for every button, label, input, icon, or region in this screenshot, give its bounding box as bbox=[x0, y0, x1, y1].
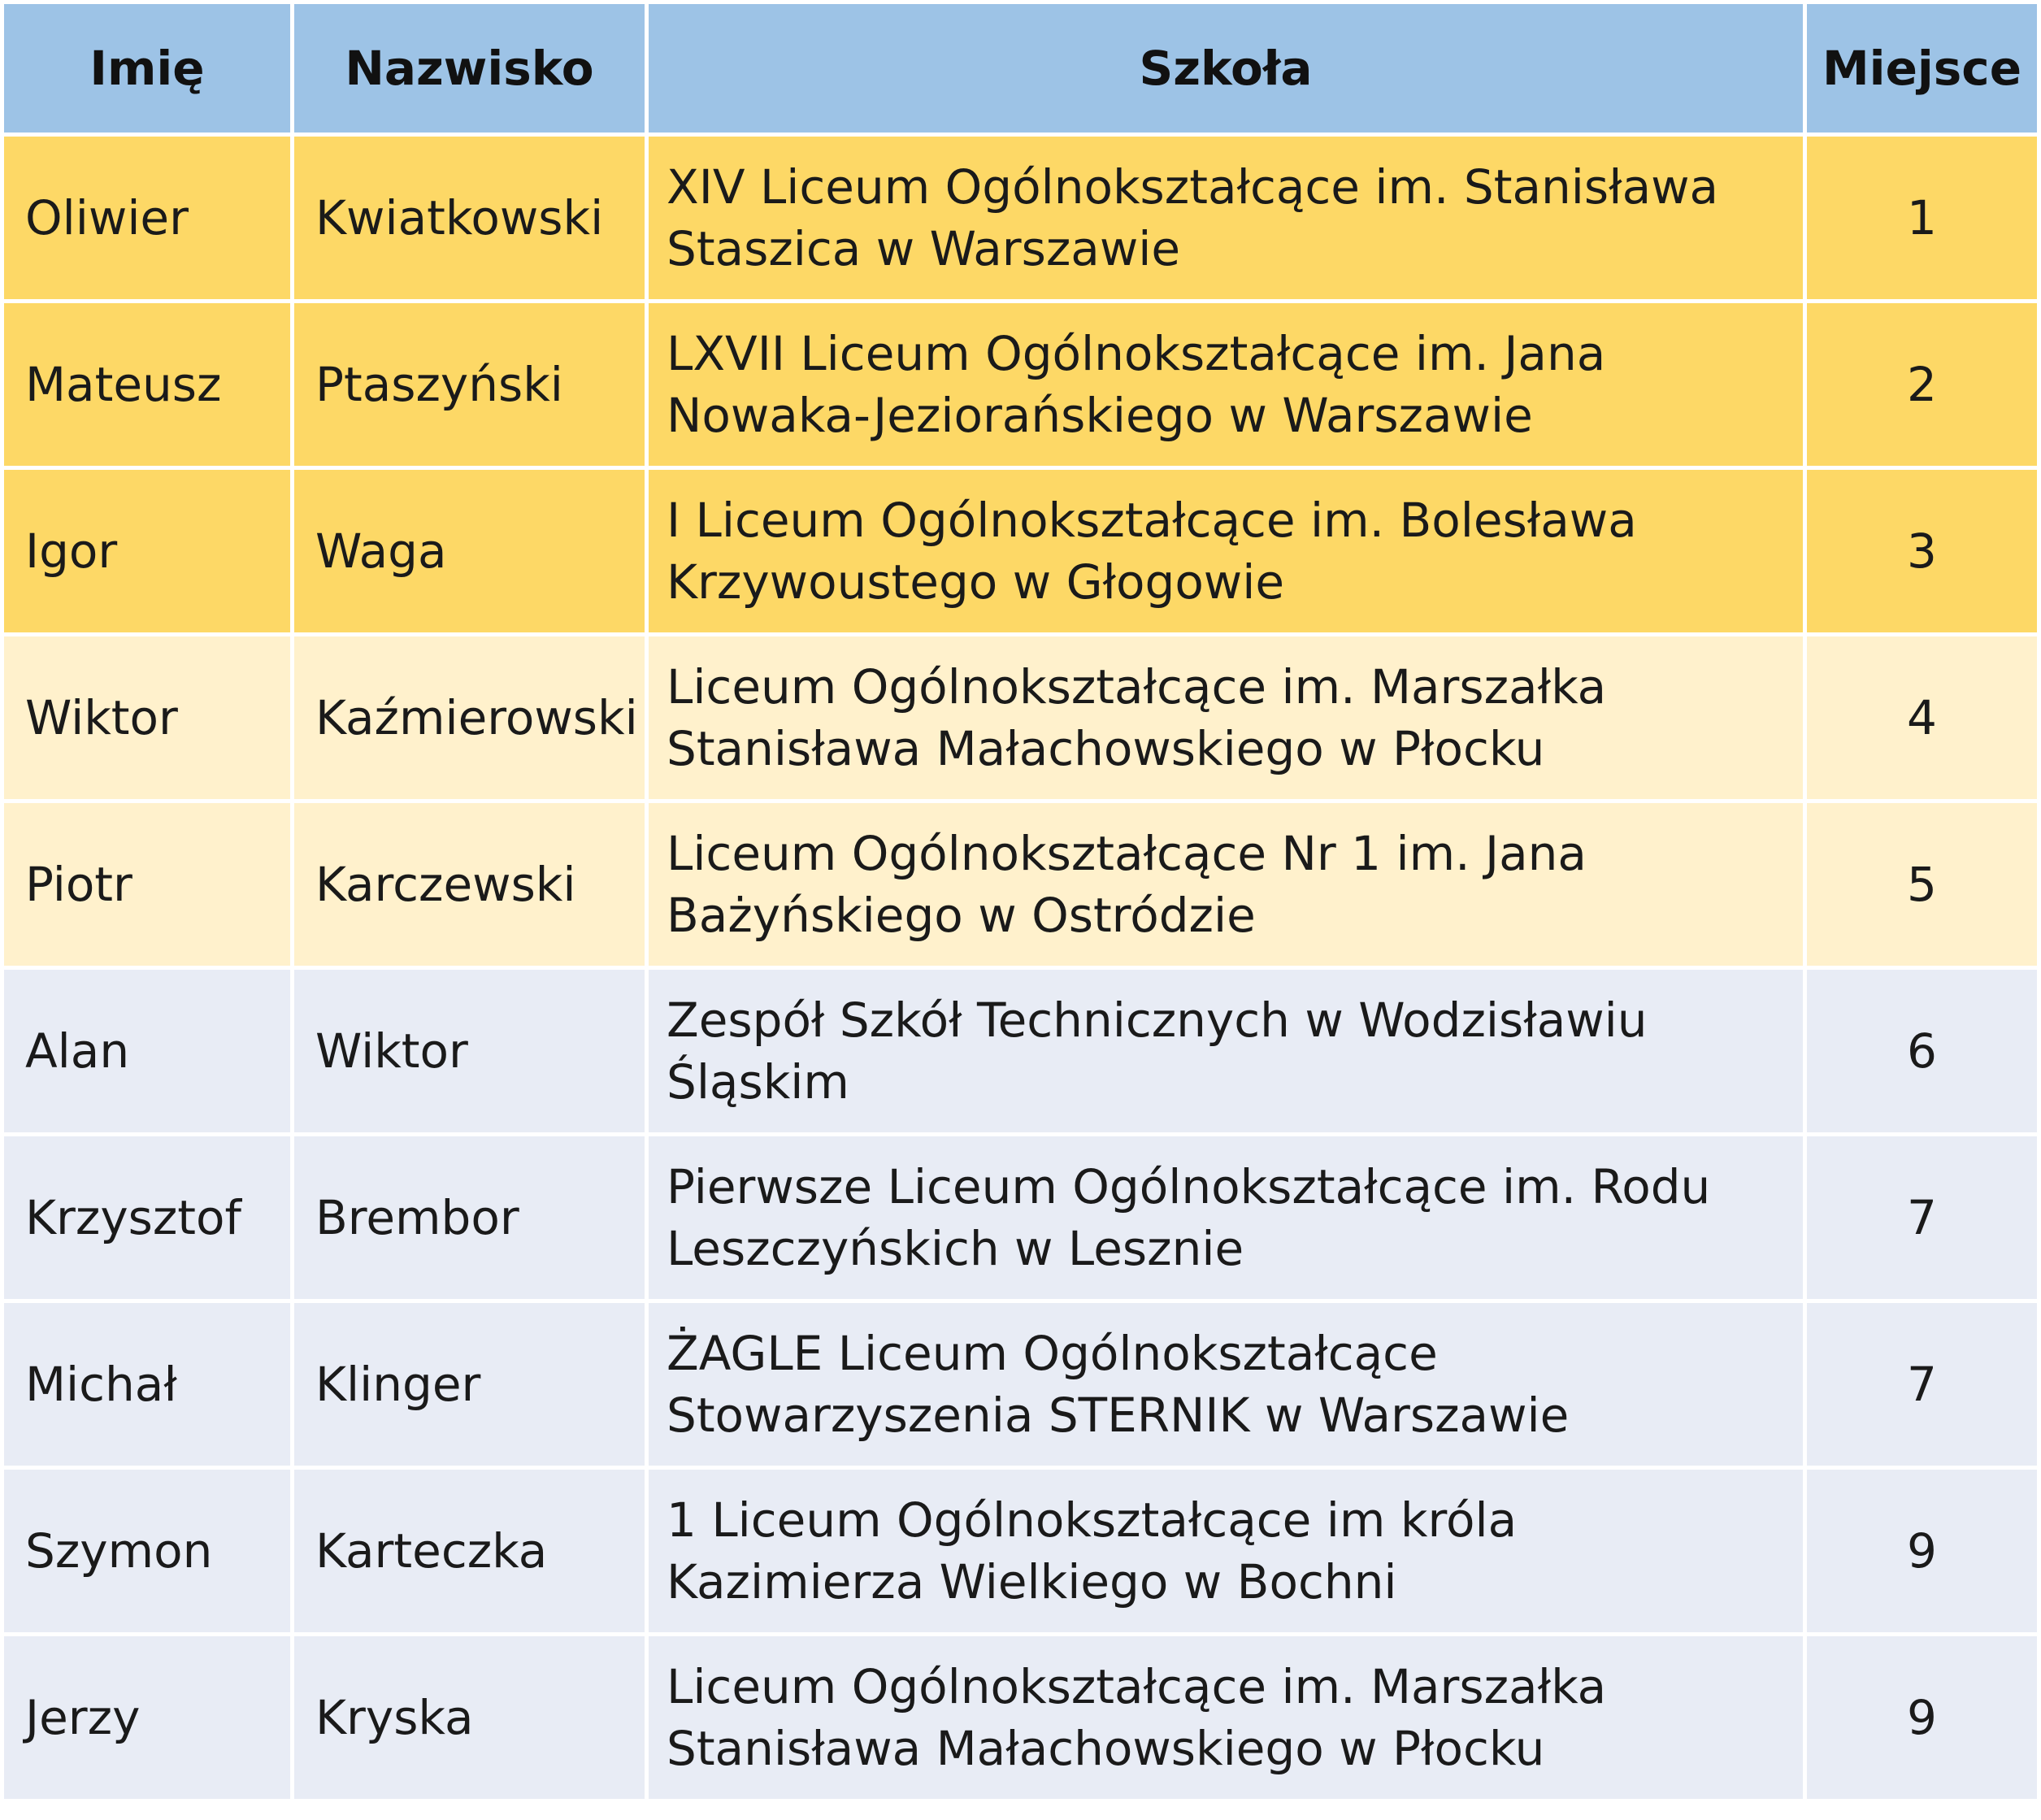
cell-last-name: Ptaszyński bbox=[294, 303, 645, 466]
cell-school: LXVII Liceum Ogólnokształcące im. Jana Nowaka-Jeziorańskiego w Warszawie bbox=[649, 303, 1803, 466]
cell-last-name: Kwiatkowski bbox=[294, 137, 645, 299]
cell-last-name: Brembor bbox=[294, 1136, 645, 1299]
cell-first-name: Krzysztof bbox=[4, 1136, 290, 1299]
table-row bbox=[4, 137, 2037, 299]
table-row bbox=[4, 1470, 2037, 1632]
cell-place: 1 bbox=[1807, 137, 2037, 299]
cell-place: 9 bbox=[1807, 1636, 2037, 1799]
cell-last-name: Wiktor bbox=[294, 970, 645, 1132]
cell-last-name: Kryska bbox=[294, 1636, 645, 1799]
table-row bbox=[4, 1136, 2037, 1299]
cell-place: 4 bbox=[1807, 636, 2037, 799]
cell-place: 6 bbox=[1807, 970, 2037, 1132]
header-first-name: Imię bbox=[4, 4, 290, 132]
cell-school: 1 Liceum Ogólnokształcące im króla Kazimierza Wielkiego w Bochni bbox=[649, 1470, 1803, 1632]
cell-first-name: Jerzy bbox=[4, 1636, 290, 1799]
table-row bbox=[4, 1303, 2037, 1466]
table-row bbox=[4, 470, 2037, 632]
header-row bbox=[4, 4, 2037, 132]
cell-first-name: Oliwier bbox=[4, 137, 290, 299]
header-school: Szkoła bbox=[649, 4, 1803, 132]
cell-place: 9 bbox=[1807, 1470, 2037, 1632]
cell-last-name: Karteczka bbox=[294, 1470, 645, 1632]
cell-first-name: Wiktor bbox=[4, 636, 290, 799]
cell-school: ŻAGLE Liceum Ogólnokształcące Stowarzyszenia STERNIK w Warszawie bbox=[649, 1303, 1803, 1466]
cell-place: 7 bbox=[1807, 1136, 2037, 1299]
cell-first-name: Szymon bbox=[4, 1470, 290, 1632]
cell-place: 5 bbox=[1807, 803, 2037, 966]
cell-school: Liceum Ogólnokształcące im. Marszałka Stanisława Małachowskiego w Płocku bbox=[649, 636, 1803, 799]
cell-first-name: Michał bbox=[4, 1303, 290, 1466]
cell-first-name: Mateusz bbox=[4, 303, 290, 466]
table-row bbox=[4, 970, 2037, 1132]
cell-first-name: Alan bbox=[4, 970, 290, 1132]
cell-last-name: Waga bbox=[294, 470, 645, 632]
cell-school: Liceum Ogólnokształcące im. Marszałka Stanisława Małachowskiego w Płocku bbox=[649, 1636, 1803, 1799]
cell-school: Pierwsze Liceum Ogólnokształcące im. Rodu Leszczyńskich w Lesznie bbox=[649, 1136, 1803, 1299]
header-last-name: Nazwisko bbox=[294, 4, 645, 132]
cell-last-name: Kaźmierowski bbox=[294, 636, 645, 799]
table-row bbox=[4, 803, 2037, 966]
cell-first-name: Igor bbox=[4, 470, 290, 632]
cell-place: 2 bbox=[1807, 303, 2037, 466]
cell-first-name: Piotr bbox=[4, 803, 290, 966]
header-place: Miejsce bbox=[1807, 4, 2037, 132]
table-row bbox=[4, 303, 2037, 466]
cell-school: Zespół Szkół Technicznych w Wodzisławiu Śląskim bbox=[649, 970, 1803, 1132]
cell-place: 7 bbox=[1807, 1303, 2037, 1466]
table-row bbox=[4, 636, 2037, 799]
cell-place: 3 bbox=[1807, 470, 2037, 632]
cell-school: I Liceum Ogólnokształcące im. Bolesława Krzywoustego w Głogowie bbox=[649, 470, 1803, 632]
cell-school: XIV Liceum Ogólnokształcące im. Stanisława Staszica w Warszawie bbox=[649, 137, 1803, 299]
table-row bbox=[4, 1636, 2037, 1799]
cell-school: Liceum Ogólnokształcące Nr 1 im. Jana Bażyńskiego w Ostródzie bbox=[649, 803, 1803, 966]
cell-last-name: Klinger bbox=[294, 1303, 645, 1466]
cell-last-name: Karczewski bbox=[294, 803, 645, 966]
